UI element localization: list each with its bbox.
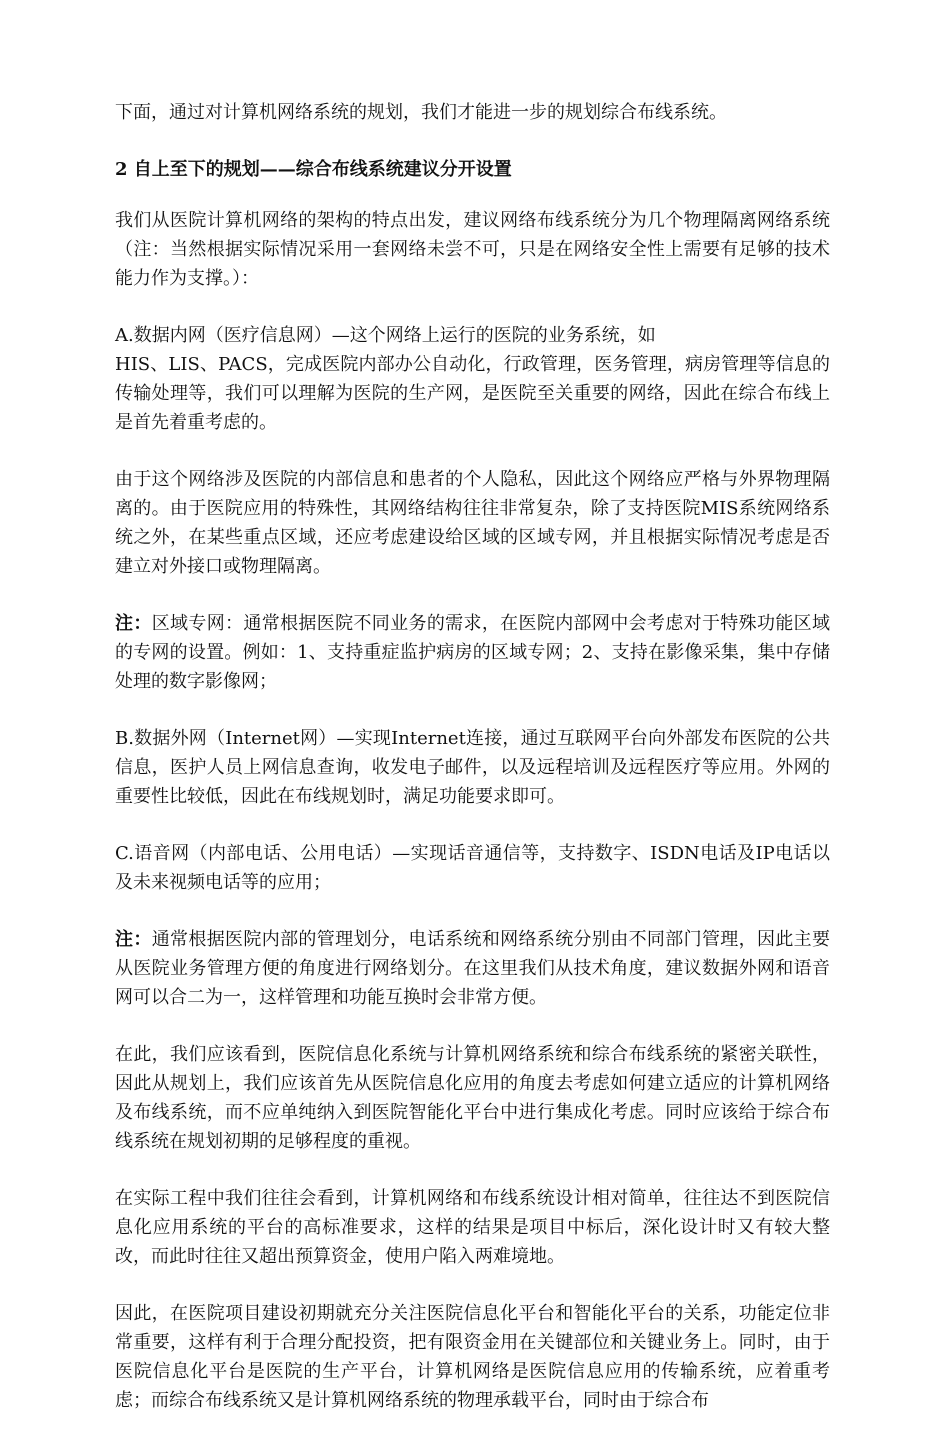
paragraph-privacy: 由于这个网络涉及医院的内部信息和患者的个人隐私，因此这个网络应严格与外界物理隔离的。由于医院应用的特殊性，其网络结构往往非常复杂，除了支持医院MIS系统网络系统之外，在某些重点区域，还应考虑建设给区域的区域专网，并且根据实际情况考虑是否建立对外接口或物理隔离。 [115, 469, 830, 577]
paragraph-intro: 下面，通过对计算机网络系统的规划，我们才能进一步的规划综合布线系统。 [115, 102, 727, 123]
note-text: 区域专网：通常根据医院不同业务的需求，在医院内部网中会考虑对于特殊功能区域的专网的设置。例如：1、支持重症监护病房的区域专网；2、支持在影像采集，集中存储处理的数字影像网； [115, 613, 830, 692]
paragraph-conclusion: 因此，在医院项目建设初期就充分关注医院信息化平台和智能化平台的关系，功能定位非常重要，这样有利于合理分配投资，把有限资金用在关键部位和关键业务上。同时，由于医院信息化平台是医院的生产平台，计算机网络是医院信息应用的传输系统，应着重考虑；而综合布线系统又是计算机网络系统的物理承载平台，同时由于综合布 [115, 1303, 830, 1411]
paragraph-data-intranet [115, 321, 830, 437]
paragraph-data-intranet-line1: A.数据内网（医疗信息网）—这个网络上运行的医院的业务系统，如 [115, 325, 656, 346]
section-heading: 2 自上至下的规划——综合布线系统建议分开设置 [115, 159, 512, 180]
note-text: 通常根据医院内部的管理划分，电话系统和网络系统分别由不同部门管理，因此主要从医院业务管理方便的角度进行网络划分。在这里我们从技术角度，建议数据外网和语音网可以合二为一，这样管理和功能互换时会非常方便。 [115, 929, 830, 1008]
paragraph-data-extranet: B.数据外网（Internet网）—实现Internet连接，通过互联网平台向外部发布医院的公共信息，医护人员上网信息查询，收发电子邮件，以及远程培训及远程医疗等应用。外网的重要性比较低，因此在布线规划时，满足功能要求即可。 [115, 728, 830, 807]
note-label: 注： [115, 929, 152, 950]
note-label: 注： [115, 613, 152, 634]
document-body [115, 98, 830, 1443]
note-management [115, 925, 830, 1012]
paragraph-network-overview: 我们从医院计算机网络的架构的特点出发，建议网络布线系统分为几个物理隔离网络系统（注：当然根据实际情况采用一套网络未尝不可，只是在网络安全性上需要有足够的技术能力作为支撑。）： [115, 210, 830, 289]
paragraph-engineering: 在实际工程中我们往往会看到，计算机网络和布线系统设计相对简单，往往达不到医院信息化应用系统的平台的高标准要求，这样的结果是项目中标后，深化设计时又有较大整改，而此时往往又超出预算资金，使用户陷入两难境地。 [115, 1188, 830, 1267]
paragraph-relationship: 在此，我们应该看到，医院信息化系统与计算机网络系统和综合布线系统的紧密关联性，因此从规划上，我们应该首先从医院信息化应用的角度去考虑如何建立适应的计算机网络及布线系统，而不应单纯纳入到医院智能化平台中进行集成化考虑。同时应该给于综合布线系统在规划初期的足够程度的重视。 [115, 1044, 830, 1152]
paragraph-voice-network: C.语音网（内部电话、公用电话）—实现话音通信等，支持数字、ISDN电话及IP电话以及未来视频电话等的应用； [115, 843, 830, 893]
paragraph-data-intranet-rest: HIS、LIS、PACS，完成医院内部办公自动化，行政管理，医务管理，病房管理等信息的传输处理等，我们可以理解为医院的生产网，是医院至关重要的网络，因此在综合布线上是首先着重考虑的。 [115, 354, 830, 433]
note-regional-network [115, 609, 830, 696]
